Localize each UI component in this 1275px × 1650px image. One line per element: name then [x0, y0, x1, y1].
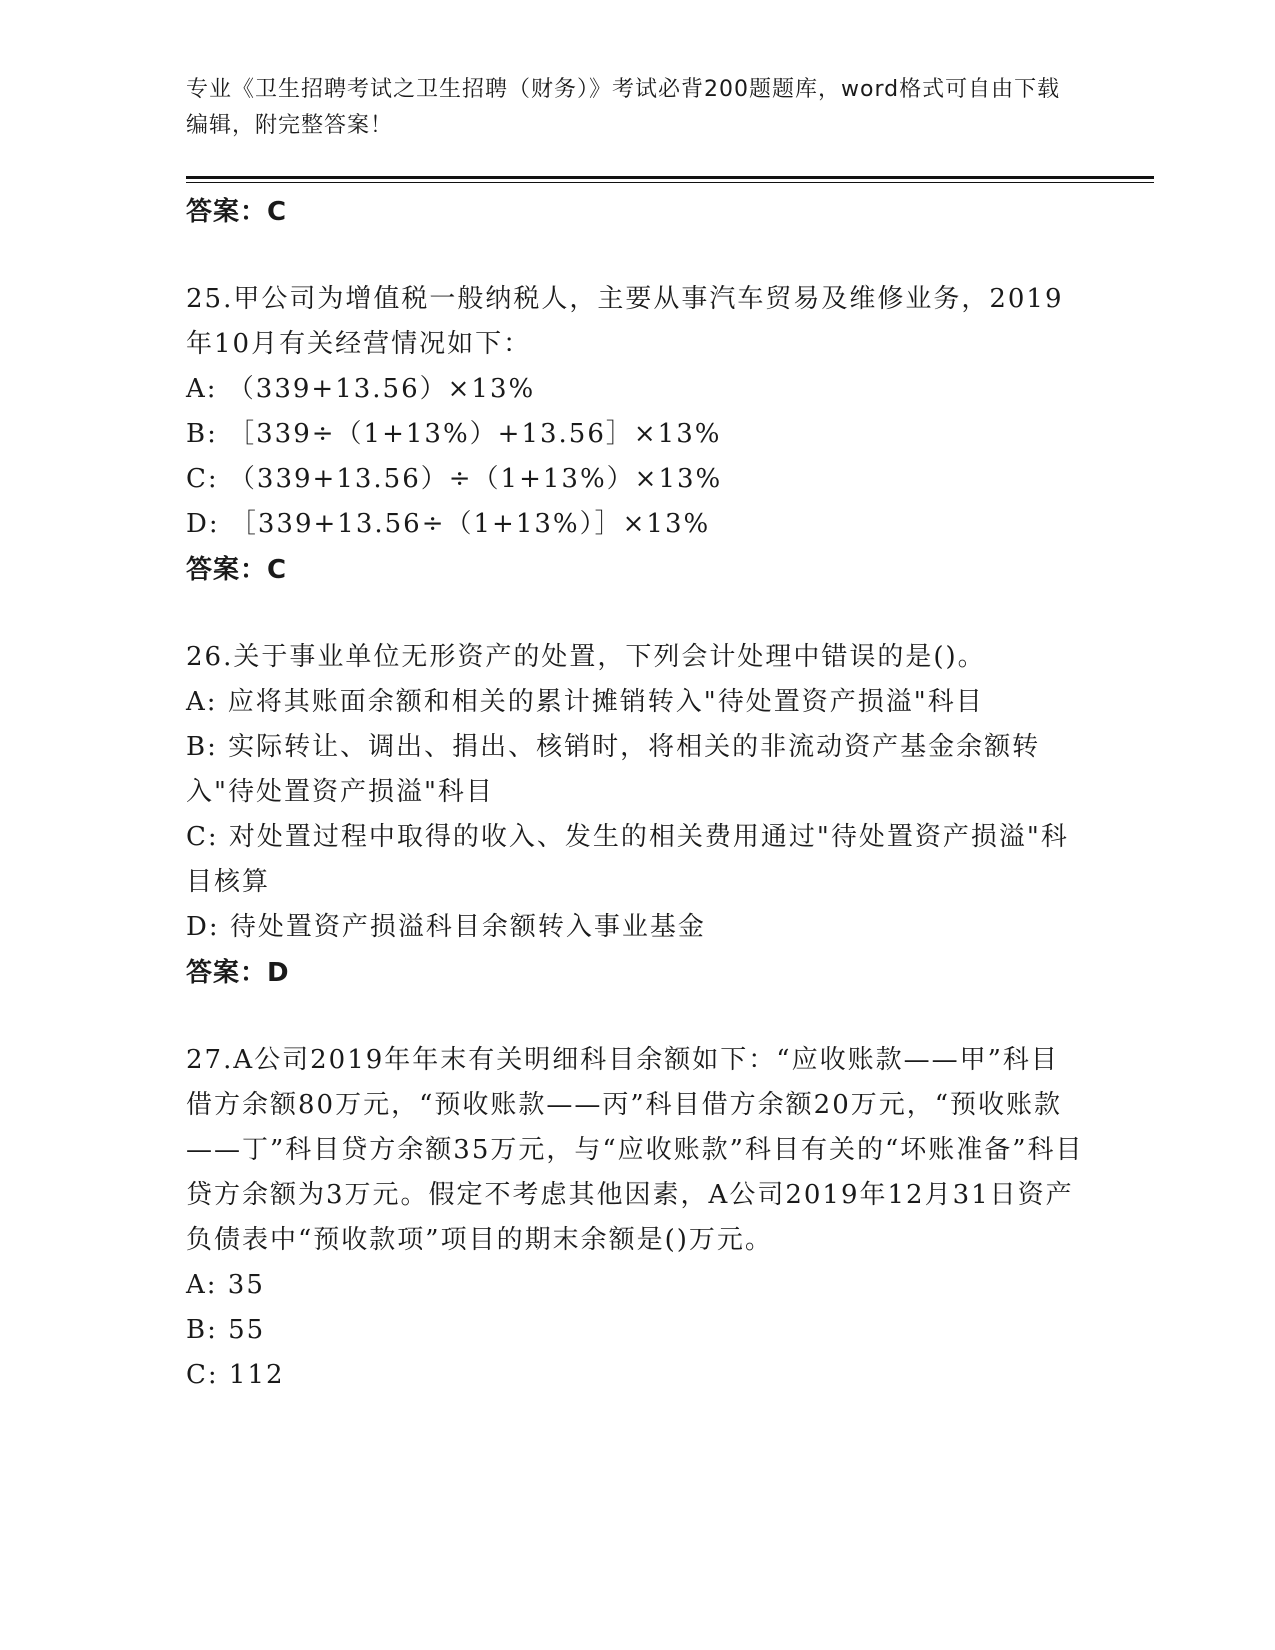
answer-line: 答案：C — [186, 197, 288, 227]
answer-line: 答案：C — [186, 555, 288, 585]
document-body — [186, 189, 1086, 1440]
option-b: B: 实际转让、调出、捐出、核销时，将相关的非流动资产基金余额转入"待处置资产损溢"科目 — [186, 732, 1041, 807]
option-c: C: 112 — [186, 1360, 285, 1390]
option-d: D: ［339+13.56÷（1+13%）］×13% — [186, 509, 711, 539]
question-27 — [186, 1038, 1086, 1398]
question-26 — [186, 635, 1086, 996]
option-b: B: ［339÷（1+13%）+13.56］×13% — [186, 419, 722, 449]
option-a: A: 应将其账面余额和相关的累计摊销转入"待处置资产损溢"科目 — [186, 687, 984, 717]
page-header: 专业《卫生招聘考试之卫生招聘（财务）》考试必背200题题库，word格式可自由下载编辑，附完整答案！ — [186, 77, 1061, 138]
option-b: B: 55 — [186, 1315, 266, 1345]
question-stem: 26.关于事业单位无形资产的处置，下列会计处理中错误的是()。 — [186, 642, 986, 672]
header-rule-thick — [186, 176, 1154, 179]
question-stem: 25.甲公司为增值税一般纳税人，主要从事汽车贸易及维修业务，2019年10月有关经营情况如下： — [186, 284, 1064, 359]
header-rule-thin — [186, 182, 1154, 183]
question-25 — [186, 277, 1086, 593]
option-d: D: 待处置资产损溢科目余额转入事业基金 — [186, 912, 706, 942]
option-c: C: （339+13.56）÷（1+13%）×13% — [186, 464, 723, 494]
option-a: A: （339+13.56）×13% — [186, 374, 536, 404]
question-stem: 27.A公司2019年年末有关明细科目余额如下：“应收账款——甲”科目借方余额80万元，“预收账款——丙”科目借方余额20万元，“预收账款——丁”科目贷方余额35万元，与“应收账款”科目有关的“坏账准备”科目贷方余额为3万元。假定不考虑其他因素，A公司2019年12月31日资产负债表中“预收款项”项目的期末余额是()万元。 — [186, 1045, 1084, 1255]
option-c: C: 对处置过程中取得的收入、发生的相关费用通过"待处置资产损溢"科目核算 — [186, 822, 1069, 897]
option-a: A: 35 — [186, 1270, 265, 1300]
answer-line: 答案：D — [186, 958, 290, 988]
